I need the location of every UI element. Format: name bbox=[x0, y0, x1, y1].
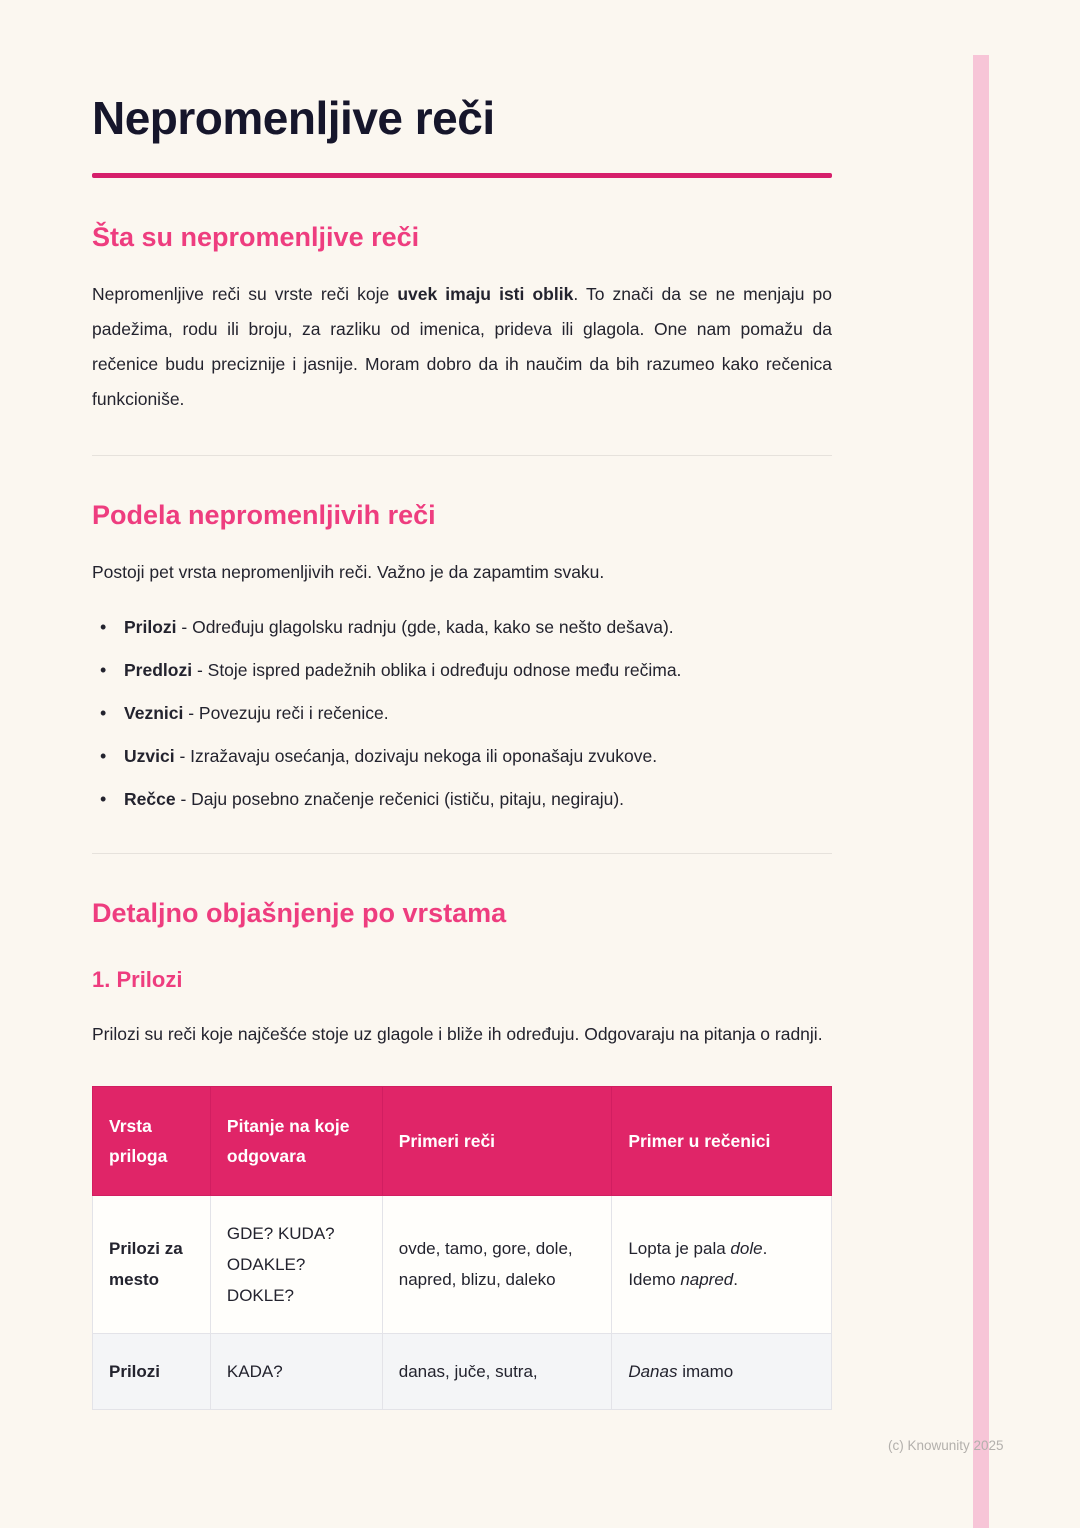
section-heading-sta-su: Šta su nepromenljive reči bbox=[92, 221, 420, 252]
list-item-predlozi bbox=[92, 655, 832, 686]
title-underline bbox=[92, 173, 832, 178]
word-types-list bbox=[92, 612, 832, 815]
content-column bbox=[92, 0, 832, 1410]
table-header-cell-pitanje: Pitanje na koje odgovara bbox=[210, 1086, 382, 1195]
table-cell-vrsta: Prilozi za mesto bbox=[93, 1195, 211, 1333]
podela-intro-paragraph: Postoji pet vrsta nepromenljivih reči. Važno je da zapamtim svaku. bbox=[92, 561, 605, 582]
sentence-segment-italic: dole bbox=[730, 1239, 763, 1259]
term-label: Uzvici bbox=[124, 745, 175, 766]
section-divider bbox=[92, 853, 832, 854]
list-item-prilozi bbox=[92, 612, 832, 643]
sentence-segment: . Idemo bbox=[628, 1239, 768, 1290]
prilozi-intro-paragraph: Prilozi su reči koje najčešće stoje uz glagole i bliže ih određuju. Odgovaraju na pitanja o radnji. bbox=[92, 1023, 823, 1044]
table-row bbox=[93, 1195, 832, 1333]
page-title: Nepromenljive reči bbox=[92, 92, 495, 144]
sentence-segment-italic: Danas bbox=[628, 1361, 678, 1381]
section-heading-podela: Podela nepromenljivih reči bbox=[92, 499, 436, 530]
list-item-recce bbox=[92, 784, 832, 815]
list-item-uzvici bbox=[92, 741, 832, 772]
table-cell-pitanje: GDE? KUDA? ODAKLE? DOKLE? bbox=[210, 1195, 382, 1333]
table-header-cell-primeri: Primeri reči bbox=[382, 1086, 612, 1195]
term-label: Veznici bbox=[124, 702, 184, 723]
subsection-heading-prilozi: 1. Prilozi bbox=[92, 966, 183, 992]
sentence-segment: imamo bbox=[677, 1361, 734, 1381]
table-cell-primeri: danas, juče, sutra, bbox=[382, 1333, 612, 1409]
section-heading-detaljno: Detaljno objašnjenje po vrstama bbox=[92, 897, 507, 928]
sentence-segment: Lopta je pala bbox=[628, 1239, 731, 1259]
term-description: - Određuju glagolsku radnju (gde, kada, kako se nešto dešava). bbox=[181, 616, 674, 637]
intro-text-after: . To znači da se ne menjaju po padežima, rodu ili broju, za razliku od imenica, prideva ili glagola. One nam pomažu da rečenice budu preciznije i jasnije. Moram dobro da ih naučim da bih razumeo kako rečenica funkcioniše. bbox=[92, 283, 832, 409]
term-label: Rečce bbox=[124, 788, 176, 809]
term-label: Prilozi bbox=[124, 616, 177, 637]
section-divider bbox=[92, 455, 832, 456]
watermark: (c) Knowunity 2025 bbox=[888, 1438, 1004, 1453]
table-header-row bbox=[93, 1086, 832, 1195]
term-label: Predlozi bbox=[124, 659, 193, 680]
intro-text-before: Nepromenljive reči su vrste reči koje bbox=[92, 283, 398, 304]
table-row bbox=[93, 1333, 832, 1409]
term-description: - Izražavaju osećanja, dozivaju nekoga ili oponašaju zvukove. bbox=[179, 745, 658, 766]
term-description: - Povezuju reči i rečenice. bbox=[188, 702, 389, 723]
term-description: - Daju posebno značenje rečenici (ističu, pitaju, negiraju). bbox=[180, 788, 625, 809]
intro-paragraph bbox=[92, 277, 832, 417]
sentence-segment: . bbox=[733, 1270, 738, 1290]
side-accent-stripe bbox=[973, 55, 989, 1528]
prilozi-table bbox=[92, 1086, 832, 1410]
table-header-cell-vrsta: Vrsta priloga bbox=[93, 1086, 211, 1195]
table-cell-pitanje: KADA? bbox=[210, 1333, 382, 1409]
table-cell-primer bbox=[612, 1333, 832, 1409]
table-cell-primeri: ovde, tamo, gore, dole, napred, blizu, daleko bbox=[382, 1195, 612, 1333]
table-header-cell-primer: Primer u rečenici bbox=[612, 1086, 832, 1195]
intro-bold-phrase: uvek imaju isti oblik bbox=[397, 283, 574, 304]
sentence-segment-italic: napred bbox=[680, 1270, 734, 1290]
table-cell-primer bbox=[612, 1195, 832, 1333]
list-item-veznici bbox=[92, 698, 832, 729]
table-cell-vrsta: Prilozi bbox=[93, 1333, 211, 1409]
term-description: - Stoje ispred padežnih oblika i određuju odnose među rečima. bbox=[196, 659, 682, 680]
